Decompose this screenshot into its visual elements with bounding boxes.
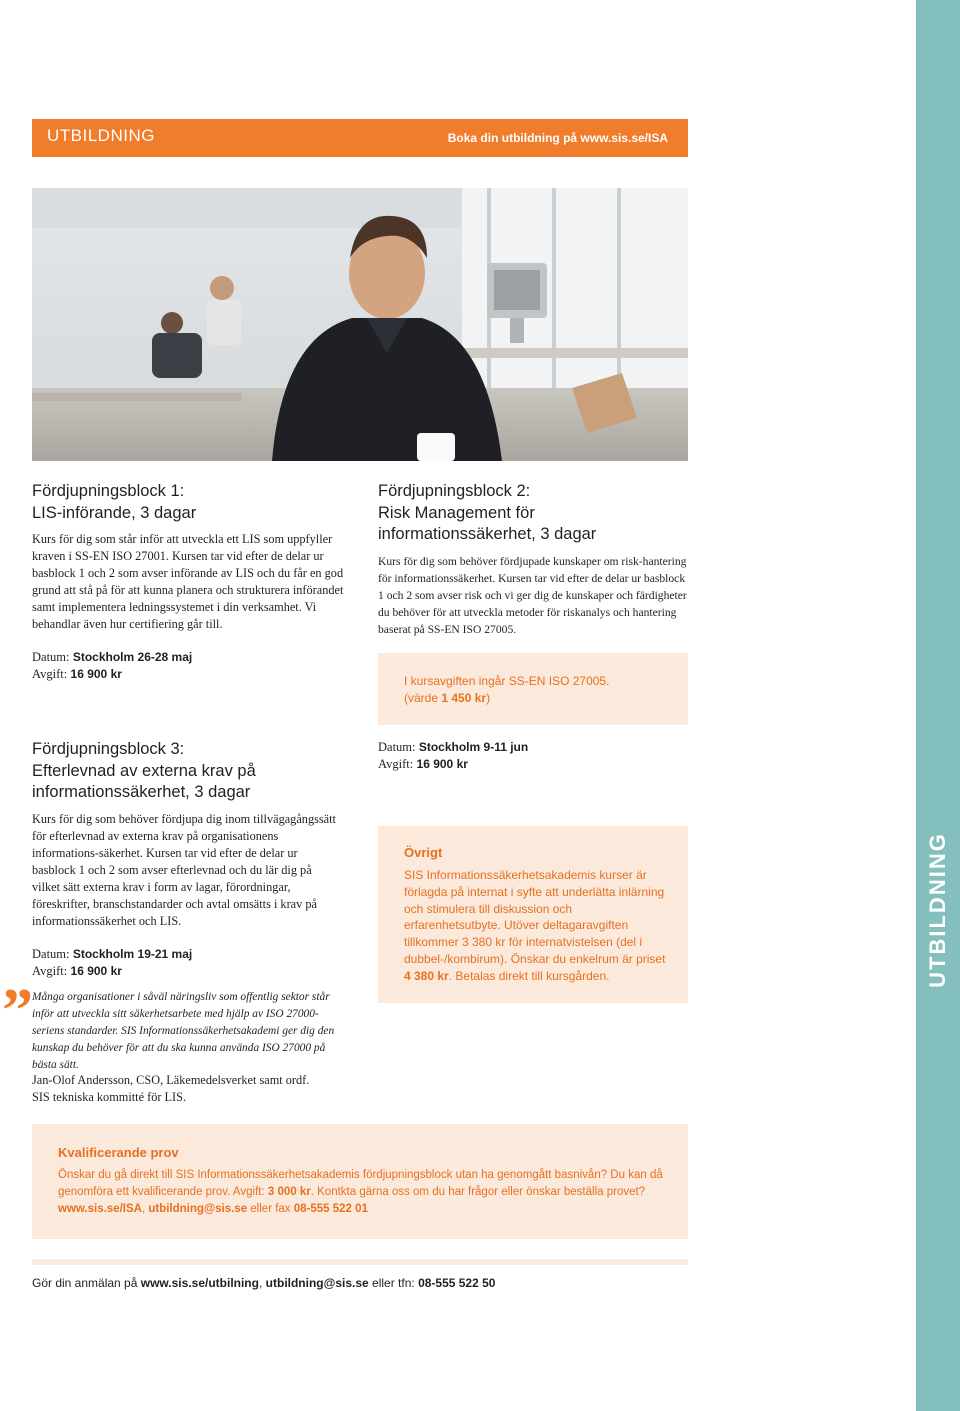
ovrigt-text-post: . Betalas direkt till kursgården.: [448, 968, 610, 983]
kval-sep: ,: [141, 1203, 149, 1215]
office-photo-illustration: [32, 188, 688, 461]
block3: [32, 739, 342, 980]
block3-title: [32, 739, 342, 804]
block2-included-box: [378, 653, 688, 725]
block2-title: [378, 481, 688, 546]
side-band: [916, 0, 960, 1411]
kval-text: [58, 1167, 668, 1218]
block2-included-line1: I kursavgiften ingår SS-EN ISO 27005.: [404, 674, 610, 688]
kval-website-link[interactable]: www.sis.se/ISA: [58, 1203, 142, 1215]
block2-included-pre: (värde: [404, 691, 442, 705]
block2-body: Kurs för dig som behöver fördjupade kunskaper om risk-hantering för informationssäkerhet. Kursen tar vid efter de delar ur basblock 1 och 2 som avser risk och vi ger dig de kunskaper och färdigheter du behöver för att utveckla metoder för riskanalys och hantering baserat på SS-EN ISO 27005.: [378, 554, 687, 636]
block1-title-line2: LIS-införande, 3 dagar: [32, 503, 197, 522]
kval-fax: 08-555 522 01: [293, 1203, 368, 1215]
kval-fee: 3 000 kr: [267, 1186, 311, 1198]
ovrigt-text-pre: SIS Informationssäkerhetsakademis kurser är förlagda på internat i syfte att underlätta inlärning och stimulera till diskussion och erfarenhetsutbyte. Utöver deltagaravgiften tillkommer 3 380 kr för internatvistelsen (del i dubbel-/kombirum). Önskar du enkelrum är priset: [404, 868, 666, 966]
ovrigt-text: [404, 867, 666, 985]
kval-fax-pre: eller fax: [247, 1203, 294, 1215]
header-bar: [32, 119, 688, 157]
quote-text: Många organisationer i såväl näringsliv som offentlig sektor står inför att utveckla sitt säkerhetsarbete med hjälp av ISO 27000-seriens standarder. SIS Informationssäkerhetsakademi ger dig den kunskap du behöver för att du ska kunna använda ISO 27000 på bästa sätt.: [32, 991, 335, 1071]
block1-fee-value: 16 900 kr: [70, 667, 122, 681]
block2-meta: [378, 739, 688, 773]
footer-phone: 08-555 522 50: [418, 1276, 496, 1290]
footer-sep: ,: [258, 1276, 266, 1290]
kval-email-link[interactable]: utbildning@sis.se: [148, 1203, 248, 1215]
header-booking-link[interactable]: Boka din utbildning på www.sis.se/ISA: [447, 131, 668, 145]
block2-title-line3: informationssäkerhet, 3 dagar: [378, 525, 597, 543]
block1-date-label: Datum:: [32, 650, 70, 664]
block3-body: Kurs för dig som behöver fördjupa dig inom tillvägagångssätt för efterlevnad av externa krav på organisationens informations-säkerhet. Kursen tar vid efter de delar ur basblock 1 och 2 som avser efterlevnad och du lär dig på vilket sätt externa krav i form av lagar, förordningar, föreskrifter, branschstandarder och avtal omsätts i krav på informationssäkerhet och LIS.: [32, 811, 336, 928]
footer-divider: [32, 1259, 688, 1265]
block1-title: [32, 481, 352, 524]
block2-title-line1: Fördjupningsblock 2:: [378, 482, 531, 500]
ovrigt-box: [378, 826, 688, 1003]
footer-website-link[interactable]: www.sis.se/utbilning: [140, 1276, 259, 1290]
kval-text2: . Kontkta gärna oss om du har frågor eller önskar beställa provet?: [310, 1186, 646, 1198]
footer-pre: Gör din anmälan på: [32, 1276, 141, 1290]
block2-date-value: Stockholm 9-11 jun: [418, 740, 529, 754]
ovrigt-price: 4 380 kr: [404, 968, 449, 983]
footer-text: [32, 1275, 688, 1291]
block2-title-line2: Risk Management för: [378, 503, 535, 522]
quote-author-line1: Jan-Olof Andersson, CSO, Läkemedelsverket samt ordf.: [32, 1073, 310, 1087]
quote-author: [32, 1072, 372, 1106]
block2-fee-value: 16 900 kr: [416, 757, 468, 771]
block1-body: Kurs för dig som står inför att utveckla ett LIS som uppfyller kraven i SS-EN ISO 27001. Kursen tar vid efter de delar ur basblock 1 och 2 som avser införande av LIS och du får en god grund att stå på för att kunna planera och strukturera införandet samt implementera ledningssystemet i din verksamhet. Vi behandlar även hur certifiering går till.: [32, 532, 344, 631]
block2-included-post: ): [486, 691, 491, 705]
block2-included-line2: [404, 690, 609, 707]
block3-title-line2: Efterlevnad av externa krav på: [32, 761, 256, 780]
block3-meta: [32, 946, 342, 980]
block1-date-value: Stockholm 26-28 maj: [72, 650, 193, 664]
block3-date-label: Datum:: [32, 946, 70, 961]
footer-mid: eller tfn:: [368, 1276, 419, 1290]
quote-mark-icon: ”: [2, 977, 33, 1045]
block1-fee-label: Avgift:: [32, 667, 68, 681]
block1-title-line1: Fördjupningsblock 1:: [32, 482, 185, 500]
block3-title-line1: Fördjupningsblock 3:: [32, 740, 185, 758]
block2-date-label: Datum:: [378, 740, 416, 754]
kval-text1: Önskar du gå direkt till SIS Informationssäkerhetsakademis fördjupningsblock utan ha genomgått basnivån? Du kan då genomföra ett kvalificerande prov. Avgift:: [58, 1169, 663, 1198]
office-photo: [32, 188, 688, 461]
block3-fee-value: 16 900 kr: [70, 963, 122, 978]
block1: [32, 481, 352, 683]
block2-included-value: 1 450 kr: [441, 691, 487, 705]
block1-meta: [32, 649, 352, 683]
block2-fee-label: Avgift:: [378, 757, 414, 771]
footer-email-link[interactable]: utbildning@sis.se: [265, 1276, 369, 1290]
kval-box: [32, 1124, 688, 1239]
quote-author-line2: SIS tekniska kommitté för LIS.: [32, 1090, 187, 1104]
block3-date-value: Stockholm 19-21 maj: [72, 946, 193, 961]
block3-fee-label: Avgift:: [32, 963, 68, 978]
side-label: UTBILDNING: [925, 832, 950, 988]
header-title: UTBILDNING: [47, 126, 155, 145]
block3-title-line3: informationssäkerhet, 3 dagar: [32, 783, 251, 801]
kval-title: Kvalificerande prov: [58, 1145, 179, 1160]
block2: [378, 481, 688, 638]
ovrigt-title: Övrigt: [404, 845, 443, 860]
